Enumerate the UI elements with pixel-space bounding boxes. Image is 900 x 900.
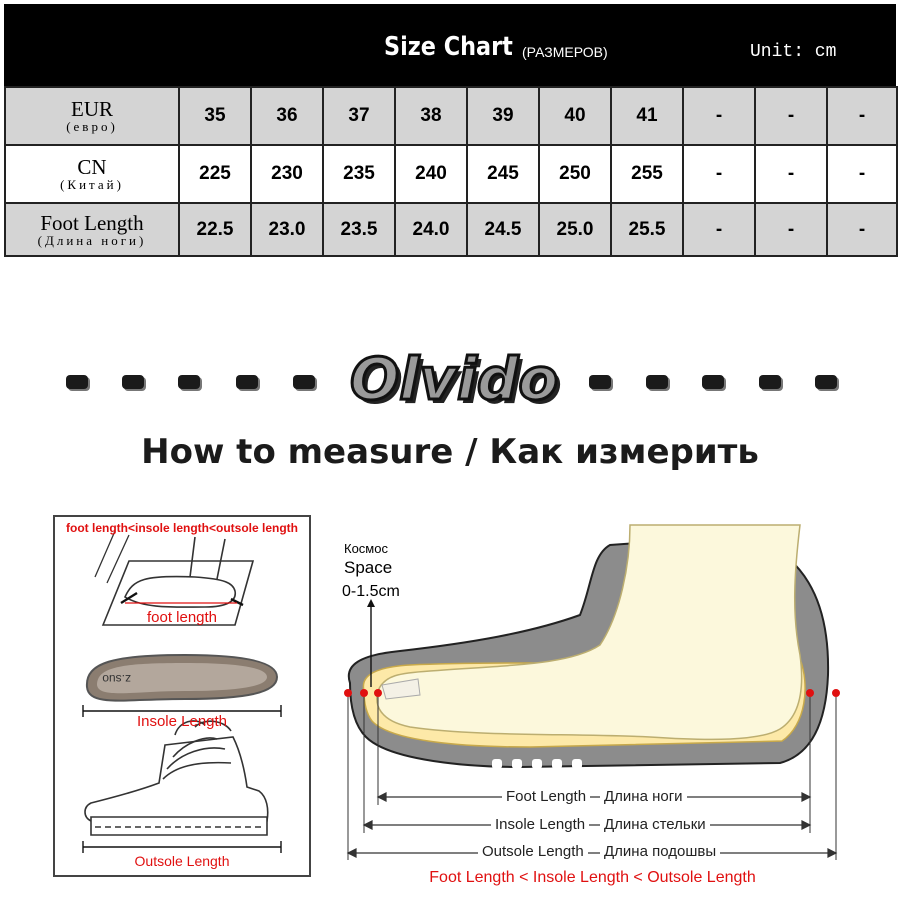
decor-dot <box>66 375 88 389</box>
insole-length-label: Insole Length <box>491 816 589 833</box>
row-header <box>5 87 179 145</box>
table-cell: 24.5 <box>467 203 539 256</box>
insole-length-caption: Insole Length <box>136 713 228 730</box>
table-cell: - <box>827 87 897 145</box>
row-label: Foot Length <box>40 210 144 235</box>
row-label: CN <box>77 155 107 180</box>
row-sublabel: (евро) <box>66 119 118 135</box>
table-row-cn <box>5 145 897 203</box>
foot-length-label-ru: Длина ноги <box>600 788 687 805</box>
table-cell: 23.5 <box>323 203 395 256</box>
table-cell: - <box>683 145 755 203</box>
table-cell: 40 <box>539 87 611 145</box>
table-cell: 38 <box>395 87 467 145</box>
table-cell: 22.5 <box>179 203 251 256</box>
table-cell: 230 <box>251 145 323 203</box>
outsole-length-caption: Outsole Length <box>134 853 230 869</box>
space-range: 0-1.5cm <box>342 583 400 600</box>
decor-dot <box>122 375 144 389</box>
shoe-cross-section-diagram <box>330 515 850 865</box>
outsole-length-label: Outsole Length <box>478 843 588 860</box>
table-cell: 25.0 <box>539 203 611 256</box>
decor-dot <box>646 375 668 389</box>
size-chart-subtitle: (РАЗМЕРОВ) <box>522 44 608 60</box>
decor-dot <box>702 375 724 389</box>
table-cell: 225 <box>179 145 251 203</box>
decor-dot <box>236 375 258 389</box>
size-chart-header <box>4 4 896 86</box>
size-chart-unit: Unit: cm <box>750 42 837 62</box>
space-label: Space <box>344 558 393 577</box>
table-cell: - <box>827 145 897 203</box>
insole-length-label-ru: Длина стельки <box>600 816 710 833</box>
size-table <box>4 86 898 257</box>
brand-row <box>0 335 900 425</box>
table-row-eur <box>5 87 897 145</box>
table-cell: - <box>755 87 827 145</box>
table-cell: 23.0 <box>251 203 323 256</box>
table-cell: - <box>683 203 755 256</box>
comparison-caption: foot length<insole length<outsole length <box>66 521 298 535</box>
table-row-foot-length <box>5 203 897 256</box>
table-cell: 250 <box>539 145 611 203</box>
decor-dot <box>589 375 611 389</box>
table-cell: - <box>755 203 827 256</box>
table-cell: 39 <box>467 87 539 145</box>
table-cell: 35 <box>179 87 251 145</box>
row-sublabel: (Длина ноги) <box>37 232 147 248</box>
foot-length-caption: foot length <box>146 609 218 626</box>
insole-brand-print: z.suo <box>102 672 131 686</box>
row-header <box>5 145 179 203</box>
insole-icon <box>83 655 281 717</box>
measure-steps-panel <box>53 515 311 877</box>
dimension-arrows <box>348 793 836 857</box>
table-cell: 245 <box>467 145 539 203</box>
row-sublabel: (Китай) <box>60 177 124 193</box>
row-header <box>5 203 179 256</box>
boot-icon <box>83 721 281 853</box>
table-cell: 25.5 <box>611 203 683 256</box>
table-cell: 255 <box>611 145 683 203</box>
brand-logo: Olvido <box>350 345 559 413</box>
length-comparison-note: Foot Length < Insole Length < Outsole Length <box>429 869 756 886</box>
size-chart-title: Size Chart <box>384 32 513 62</box>
decor-dot <box>759 375 781 389</box>
foot-length-label: Foot Length <box>502 788 590 805</box>
table-cell: 41 <box>611 87 683 145</box>
measure-title: How to measure / Как измерить <box>141 432 759 472</box>
table-cell: 235 <box>323 145 395 203</box>
decor-dot <box>293 375 315 389</box>
table-cell: 36 <box>251 87 323 145</box>
table-cell: - <box>683 87 755 145</box>
outsole-length-label-ru: Длина подошвы <box>600 843 720 860</box>
table-cell: 37 <box>323 87 395 145</box>
space-label-ru: Космос <box>344 541 388 556</box>
table-cell: - <box>755 145 827 203</box>
measure-steps-illustration <box>55 517 309 875</box>
table-cell: 24.0 <box>395 203 467 256</box>
row-label: EUR <box>71 97 113 122</box>
decor-dot <box>178 375 200 389</box>
decor-dot <box>815 375 837 389</box>
table-cell: - <box>827 203 897 256</box>
table-cell: 240 <box>395 145 467 203</box>
